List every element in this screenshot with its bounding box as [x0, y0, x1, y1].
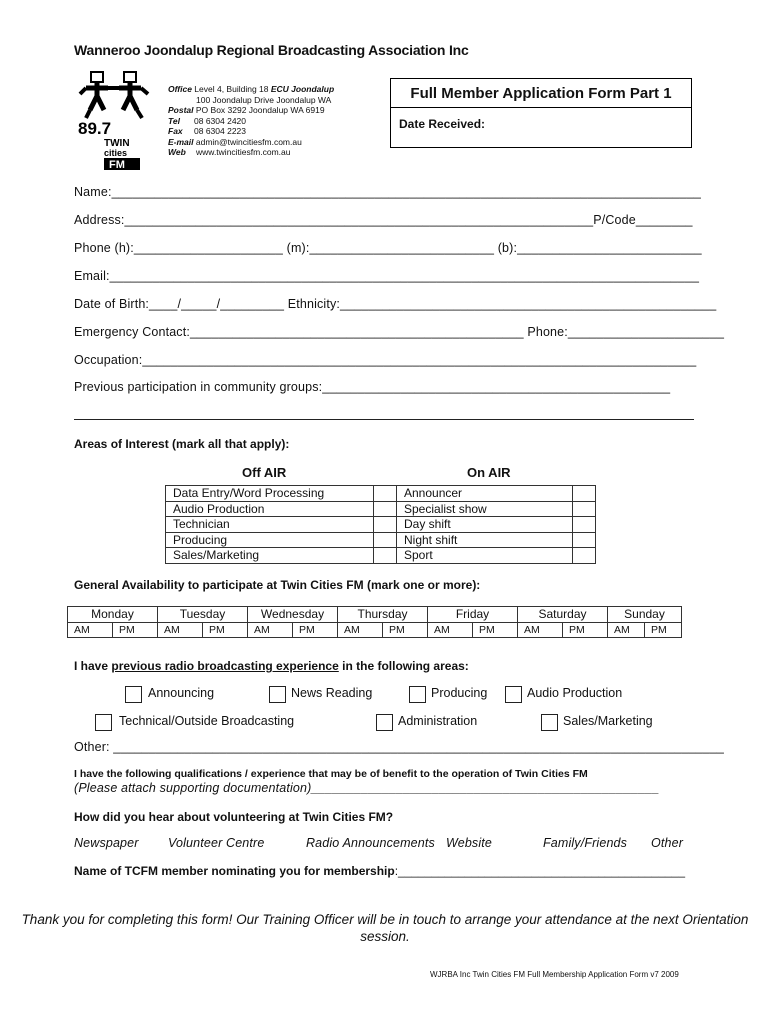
off-air-item: Technician [166, 517, 374, 533]
sales-marketing-checkbox[interactable] [541, 714, 558, 731]
experience-heading: I have previous radio broadcasting experience in the following areas: [74, 659, 469, 673]
previous-participation-extra-line[interactable] [74, 419, 694, 420]
hear-option-newspaper[interactable]: Newspaper [74, 836, 139, 850]
emergency-contact-field[interactable]: Emergency Contact:_______________________________________________ Phone:______________________ [74, 325, 725, 339]
contact-details: Office Level 4, Building 18 ECU Joondalup 100 Joondalup Drive Joondalup WA Postal PO Box 3292 Joondalup WA 6919 Tel 08 6304 2420 Fax 08 6304 2223 E-mail admin@twincitiesfm.com.au Web www.twincitiesfm.com.au [168, 84, 335, 157]
off-air-checkbox[interactable] [374, 517, 397, 533]
qualifications-field[interactable]: (Please attach supporting documentation)_________________________________________________ [74, 781, 660, 795]
pm-slot[interactable]: PM [473, 622, 518, 638]
organisation-name: Wanneroo Joondalup Regional Broadcasting Association Inc [74, 42, 469, 58]
day-friday: Friday [428, 607, 518, 623]
audio-production-checkbox[interactable] [505, 686, 522, 703]
hear-about-heading: How did you hear about volunteering at Twin Cities FM? [74, 810, 394, 824]
on-air-item: Specialist show [397, 501, 573, 517]
am-slot[interactable]: AM [338, 622, 383, 638]
dob-ethnicity-field[interactable]: Date of Birth:____/_____/_________ Ethnicity:_____________________________________________________ [74, 297, 717, 311]
pm-slot[interactable]: PM [113, 622, 158, 638]
off-air-checkbox[interactable] [374, 501, 397, 517]
table-row [166, 548, 596, 564]
news-reading-label: News Reading [291, 686, 373, 700]
other-experience-field[interactable]: Other: ______________________________________________________________________________________ [74, 740, 725, 754]
on-air-item: Night shift [397, 532, 573, 548]
logo-word-fm: FM [109, 159, 125, 170]
hear-option-website[interactable]: Website [446, 836, 492, 850]
form-version-footer: WJRBA Inc Twin Cities FM Full Membership Application Form v7 2009 [430, 970, 679, 979]
on-air-checkbox[interactable] [573, 548, 596, 564]
off-air-item: Producing [166, 532, 374, 548]
hear-option-family-friends[interactable]: Family/Friends [543, 836, 628, 850]
technical-outside-broadcasting-label: Technical/Outside Broadcasting [119, 714, 295, 728]
on-air-title: On AIR [467, 465, 511, 480]
twin-cities-fm-logo [76, 66, 156, 170]
hear-option-other[interactable]: Other [651, 836, 684, 850]
on-air-item: Announcer [397, 486, 573, 502]
producing-checkbox[interactable] [409, 686, 426, 703]
nominating-member-field[interactable]: Name of TCFM member nominating you for membership:___________________________________________ [74, 864, 686, 878]
hear-option-radio-announcements[interactable]: Radio Announcements [306, 836, 435, 850]
am-slot[interactable]: AM [608, 622, 645, 638]
announcing-label: Announcing [148, 686, 215, 700]
robot-figures-icon [80, 72, 148, 118]
table-row [166, 532, 596, 548]
pm-slot[interactable]: PM [293, 622, 338, 638]
address-field[interactable]: Address:__________________________________________________________________P/Code________ [74, 213, 693, 227]
off-air-checkbox[interactable] [374, 486, 397, 502]
form-title-box [390, 78, 692, 148]
on-air-checkbox[interactable] [573, 517, 596, 533]
day-monday: Monday [68, 607, 158, 623]
am-slot[interactable]: AM [248, 622, 293, 638]
logo-number: 89.7 [78, 119, 112, 138]
am-slot[interactable]: AM [68, 622, 113, 638]
off-air-checkbox[interactable] [374, 532, 397, 548]
day-sunday: Sunday [608, 607, 682, 623]
form-title: Full Member Application Form Part 1 [391, 79, 691, 108]
table-row [166, 486, 596, 502]
pm-slot[interactable]: PM [563, 622, 608, 638]
phone-field[interactable]: Phone (h):_____________________ (m):__________________________ (b):__________________________ [74, 241, 702, 255]
off-air-item: Audio Production [166, 501, 374, 517]
audio-production-label: Audio Production [527, 686, 623, 700]
administration-checkbox[interactable] [376, 714, 393, 731]
hear-option-volunteer-centre[interactable]: Volunteer Centre [168, 836, 265, 850]
off-air-item: Data Entry/Word Processing [166, 486, 374, 502]
availability-table [67, 606, 682, 638]
administration-label: Administration [398, 714, 478, 728]
on-air-checkbox[interactable] [573, 486, 596, 502]
day-thursday: Thursday [338, 607, 428, 623]
off-air-item: Sales/Marketing [166, 548, 374, 564]
occupation-field[interactable]: Occupation:______________________________________________________________________________ [74, 353, 697, 367]
availability-heading: General Availability to participate at Twin Cities FM (mark one or more): [74, 578, 481, 592]
day-saturday: Saturday [518, 607, 608, 623]
areas-of-interest-table [165, 485, 596, 564]
technical-outside-broadcasting-checkbox[interactable] [95, 714, 112, 731]
table-row [166, 501, 596, 517]
off-air-checkbox[interactable] [374, 548, 397, 564]
producing-label: Producing [431, 686, 488, 700]
logo-word-cities: cities [104, 148, 128, 158]
table-row [166, 517, 596, 533]
on-air-item: Day shift [397, 517, 573, 533]
date-received-label: Date Received: [399, 117, 486, 131]
pm-slot[interactable]: PM [203, 622, 248, 638]
qualifications-text: I have the following qualifications / experience that may be of benefit to the operation of Twin Cities FM [74, 768, 588, 780]
am-slot[interactable]: AM [518, 622, 563, 638]
table-row [68, 607, 682, 623]
logo-word-twin: TWIN [104, 138, 130, 149]
on-air-checkbox[interactable] [573, 532, 596, 548]
off-air-title: Off AIR [242, 465, 287, 480]
pm-slot[interactable]: PM [383, 622, 428, 638]
day-wednesday: Wednesday [248, 607, 338, 623]
on-air-item: Sport [397, 548, 573, 564]
news-reading-checkbox[interactable] [269, 686, 286, 703]
name-field[interactable]: Name:___________________________________________________________________________________ [74, 185, 702, 199]
announcing-checkbox[interactable] [125, 686, 142, 703]
previous-participation-field[interactable]: Previous participation in community groups:_________________________________________________ [74, 380, 671, 394]
am-slot[interactable]: AM [428, 622, 473, 638]
sales-marketing-label: Sales/Marketing [563, 714, 653, 728]
areas-of-interest-heading: Areas of Interest (mark all that apply): [74, 437, 290, 451]
thank-you-message: Thank you for completing this form! Our Training Officer will be in touch to arrange your attendance at the next Orientation session. [21, 912, 749, 944]
table-row [68, 622, 682, 638]
on-air-checkbox[interactable] [573, 501, 596, 517]
am-slot[interactable]: AM [158, 622, 203, 638]
email-field[interactable]: Email:___________________________________________________________________________________ [74, 269, 700, 283]
pm-slot[interactable]: PM [645, 622, 682, 638]
day-tuesday: Tuesday [158, 607, 248, 623]
